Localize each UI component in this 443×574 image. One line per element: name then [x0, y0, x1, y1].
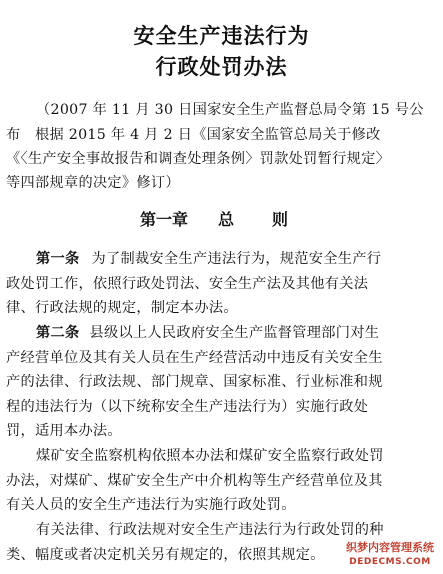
article-1-text: 为了制裁安全生产违法行为，规范安全生产行 — [91, 251, 382, 267]
article-2-line-4: 程的违法行为（以下统称安全生产违法行为）实施行政处 — [6, 399, 369, 415]
note-line-2 — [6, 123, 436, 147]
title-line-2: 行政处罚办法 — [155, 55, 288, 79]
coal-para-line-2: 办法，对煤矿、煤矿安全生产中介机构等生产经营单位及其 — [6, 473, 383, 489]
note-line-1-text: （2007 年 11 月 30 日国家安全生产监督总局令第 15 号公 — [36, 102, 424, 118]
watermark-line-1: 织梦内容管理系统 — [346, 541, 434, 554]
watermark-line-2: DEDECMS.COM — [349, 557, 431, 567]
note-line-1 — [36, 98, 436, 122]
title-line-1: 安全生产违法行为 — [133, 24, 310, 48]
coal-para-line-3: 有关人员的安全生产违法行为实施行政处罚。 — [6, 497, 296, 513]
other-para-line-2: 类、幅度或者决定机关另有规定的，依照其规定。 — [6, 547, 325, 563]
chapter-name-char-2: 则 — [272, 210, 289, 229]
article-2-line-3: 产的法律、行政法规、部门规章、国家标准、行业标准和规 — [6, 374, 383, 390]
other-para-line-1: 有关法律、行政法规对安全生产违法行为行政处罚的种 — [36, 522, 384, 538]
article-1-line-2: 政处罚工作，依照行政处罚法、安全生产法及其他有关法 — [6, 276, 369, 292]
article-2-text: 县级以上人民政府安全生产监督管理部门对生 — [89, 325, 380, 341]
coal-para-line-1: 煤矿安全监察机构依照本办法和煤矿安全监察行政处罚 — [36, 448, 384, 464]
article-1-heading: 第一条 — [36, 251, 80, 267]
article-2-line-5: 罚，适用本办法。 — [6, 423, 122, 439]
chapter-label: 第一章 — [140, 210, 189, 229]
note-line-2-text: 布 根据 2015 年 4 月 2 日《国家安全监管总局关于修改 — [6, 127, 381, 143]
note-line-4: 等四部规章的决定》修订） — [6, 175, 180, 191]
article-2-line-2: 产经营单位及其有关人员在生产经营活动中违反有关安全生 — [6, 350, 383, 366]
watermark-logo — [343, 540, 437, 570]
note-line-3: 《〈生产安全事故报告和调查处理条例〉罚款处罚暂行规定〉 — [6, 151, 391, 167]
article-1-line-3: 律、行政法规的规定，制定本办法。 — [6, 300, 238, 316]
article-2-heading: 第二条 — [36, 325, 80, 341]
chapter-name-char-1: 总 — [218, 210, 235, 229]
article-1-line-1 — [36, 247, 381, 271]
article-2-line-1 — [36, 321, 379, 345]
